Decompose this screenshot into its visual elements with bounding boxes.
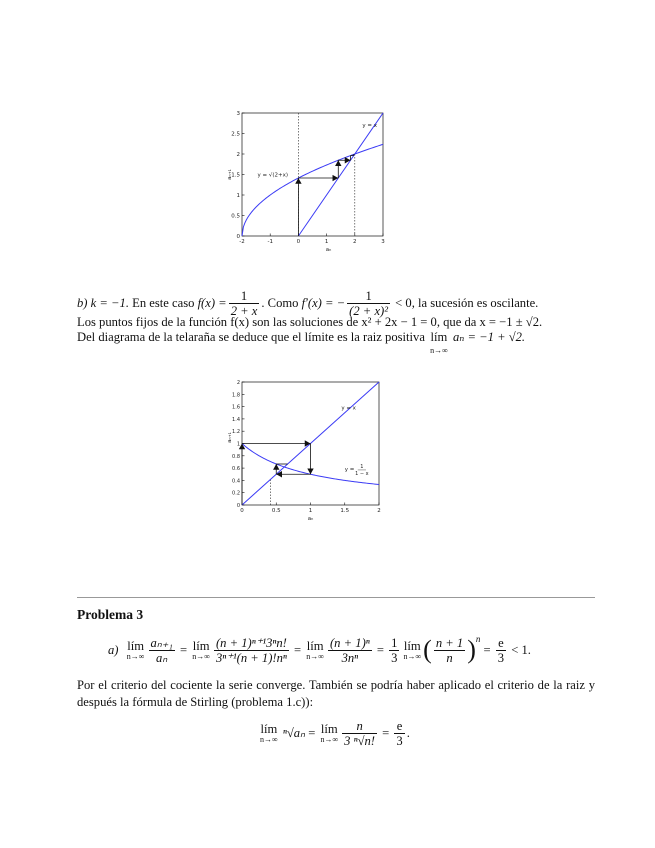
- lim-2: lím n→∞: [192, 638, 210, 661]
- n-over-root: $\frac{n}{\text{3 ⁿ√n!}}$: [344, 718, 375, 748]
- y-tick-label: 0: [236, 234, 240, 240]
- problem-3-title: Problema 3: [77, 607, 144, 622]
- ratio-expanded: $\frac{\text{(n + 1)ⁿ⁺¹3ⁿn!}}{\text{3ⁿ⁺¹(n + 1)!nⁿ}}$: [215, 635, 287, 665]
- right-paren: ): [467, 635, 476, 664]
- y-tick-label: 2.5: [231, 131, 240, 138]
- x-tick-label: 3: [381, 239, 385, 245]
- x-axis-label: aₙ: [325, 247, 332, 253]
- y-tick-label: 0.5: [231, 213, 240, 220]
- part-b-line-2: Los puntos fijos de la función f(x) son las soluciones de x² + 2x − 1 = 0, que da x = −1 ± √2.: [77, 315, 543, 329]
- fprime-definition: f′(x) = −: [301, 295, 346, 310]
- y-tick-label: 1: [236, 441, 240, 448]
- y-tick-label: 1.8: [232, 392, 240, 399]
- limit-operator: [430, 329, 448, 355]
- e-over-3: $\frac{e}{3}$: [497, 635, 505, 665]
- ratio-simplified: $\frac{\text{(n + 1)ⁿ}}{\text{3nⁿ}}$: [329, 635, 370, 665]
- part-b-line-3: [77, 329, 595, 355]
- x-tick-label: 0.5: [271, 508, 281, 514]
- section-divider: [77, 597, 595, 598]
- ratio-test-equation: a) lím n→∞ $\frac{\text{aₙ₊₁}}{\text{aₙ}}$ = lím n→∞ $\frac{\text{(n + 1)ⁿ⁺¹3ⁿn!}}{\text{3ⁿ⁺¹(n + 1)!nⁿ}}$ = lím n→∞ $\frac{\text{(n + 1)ⁿ}}{\text{3nⁿ}}$ = $\frac{1}{3}$ lím n→∞ ( $\frac{n + 1}{n}$ ) n = $\frac{e}{3}$ < 1.: [108, 634, 531, 665]
- oscillating-text: < 0, la sucesión es oscilante.: [395, 295, 539, 310]
- x-tick-label: 0: [296, 239, 301, 245]
- lim-6: lím n→∞: [320, 721, 339, 744]
- part-a-label: a): [108, 642, 119, 657]
- fraction-f-num: 1: [229, 289, 260, 304]
- fraction-fprime-den: (2 + x)²: [349, 303, 389, 318]
- line3-text: Del diagrama de la telaraña se deduce que el límite es la raiz positiva: [77, 330, 425, 344]
- label-identity: y = x: [341, 405, 356, 412]
- power-n: n: [475, 634, 481, 644]
- ratio-a: $\frac{\text{aₙ₊₁}}{\text{aₙ}}$: [150, 635, 173, 665]
- como-text: . Como: [261, 295, 299, 310]
- label-curve: y = √(2+x): [257, 172, 289, 179]
- lim-4: lím n→∞: [403, 638, 422, 661]
- y-tick-label: 2: [236, 380, 240, 386]
- y-tick-label: 1.2: [232, 429, 240, 436]
- y-tick-label: 1.4: [232, 416, 240, 423]
- label-identity: y = x: [362, 123, 377, 129]
- y-tick-label: 3: [236, 111, 240, 117]
- x-tick-label: 1: [308, 508, 313, 514]
- y-tick-label: 0.2: [232, 490, 240, 497]
- label-curve-num: 1: [360, 464, 364, 471]
- lim-5: lím n→∞: [260, 721, 278, 744]
- nth-root-a: ⁿ√aₙ: [282, 726, 306, 740]
- cobweb-arrow: [333, 175, 339, 181]
- cobweb-figure-2: [225, 377, 395, 527]
- y-tick-label: 0.8: [232, 453, 240, 460]
- cobweb-figure-1: [225, 108, 395, 258]
- sentence-intro: En este caso: [132, 295, 195, 310]
- y-tick-label: 0.4: [232, 478, 240, 485]
- final-period: .: [406, 725, 410, 740]
- cobweb-arrow: [345, 157, 351, 163]
- sqrt-curve: [242, 144, 383, 236]
- x-tick-label: 1.5: [340, 508, 350, 514]
- root-test-equation: lím n→∞ ⁿ√aₙ = lím n→∞ $\frac{n}{\text{3 ⁿ√n!}}$ = $\frac{e}{3}$ .: [260, 718, 410, 748]
- x-tick-label: -1: [267, 239, 273, 245]
- x-axis-label: aₙ: [307, 516, 314, 522]
- label-curve-den: 1 − x: [355, 470, 369, 477]
- label-curve-prefix: y =: [344, 467, 355, 474]
- y-axis-label: aₙ₊₁: [227, 432, 233, 443]
- less-than-one: < 1.: [511, 642, 531, 657]
- y-tick-label: 2: [236, 152, 240, 158]
- y-tick-label: 1.6: [232, 404, 240, 411]
- part-b-label: b): [77, 295, 88, 310]
- fraction-f-den: 2 + x: [230, 303, 258, 318]
- y-tick-label: 1.5: [231, 172, 240, 179]
- lim-3: lím n→∞: [306, 638, 324, 661]
- y-tick-label: 0: [236, 503, 240, 509]
- criterion-paragraph: Por el criterio del cociente la serie converge. También se podría haber aplicado el criterio de la raiz y después la fórmula de Stirling (problema 1.c)):: [77, 678, 595, 709]
- x-tick-label: 2: [377, 508, 381, 514]
- left-paren: (: [423, 635, 432, 664]
- y-tick-label: 1: [236, 193, 240, 199]
- limit-result: aₙ = −1 + √2.: [452, 330, 526, 344]
- e-over-3-b: $\frac{e}{3}$: [396, 718, 403, 748]
- k-value: k = −1.: [90, 295, 129, 310]
- ratio-n1-n: $\frac{n + 1}{n}$: [435, 635, 464, 665]
- lim-sub: n→∞: [430, 346, 448, 355]
- x-tick-label: 2: [353, 239, 357, 245]
- lim-1: lím n→∞: [126, 638, 145, 661]
- x-tick-label: 0: [240, 508, 244, 514]
- x-tick-label: -2: [239, 239, 245, 245]
- y-axis-label: aₙ₊₁: [227, 169, 233, 180]
- lim-word: lím: [430, 330, 448, 344]
- fraction-fprime-num: 1: [347, 289, 390, 304]
- identity-line: [298, 113, 383, 236]
- one-third: $\frac{1}{3}$: [391, 635, 398, 665]
- f-definition: f(x) =: [197, 295, 227, 310]
- x-tick-label: 1: [324, 239, 329, 245]
- y-tick-label: 0.6: [232, 466, 240, 473]
